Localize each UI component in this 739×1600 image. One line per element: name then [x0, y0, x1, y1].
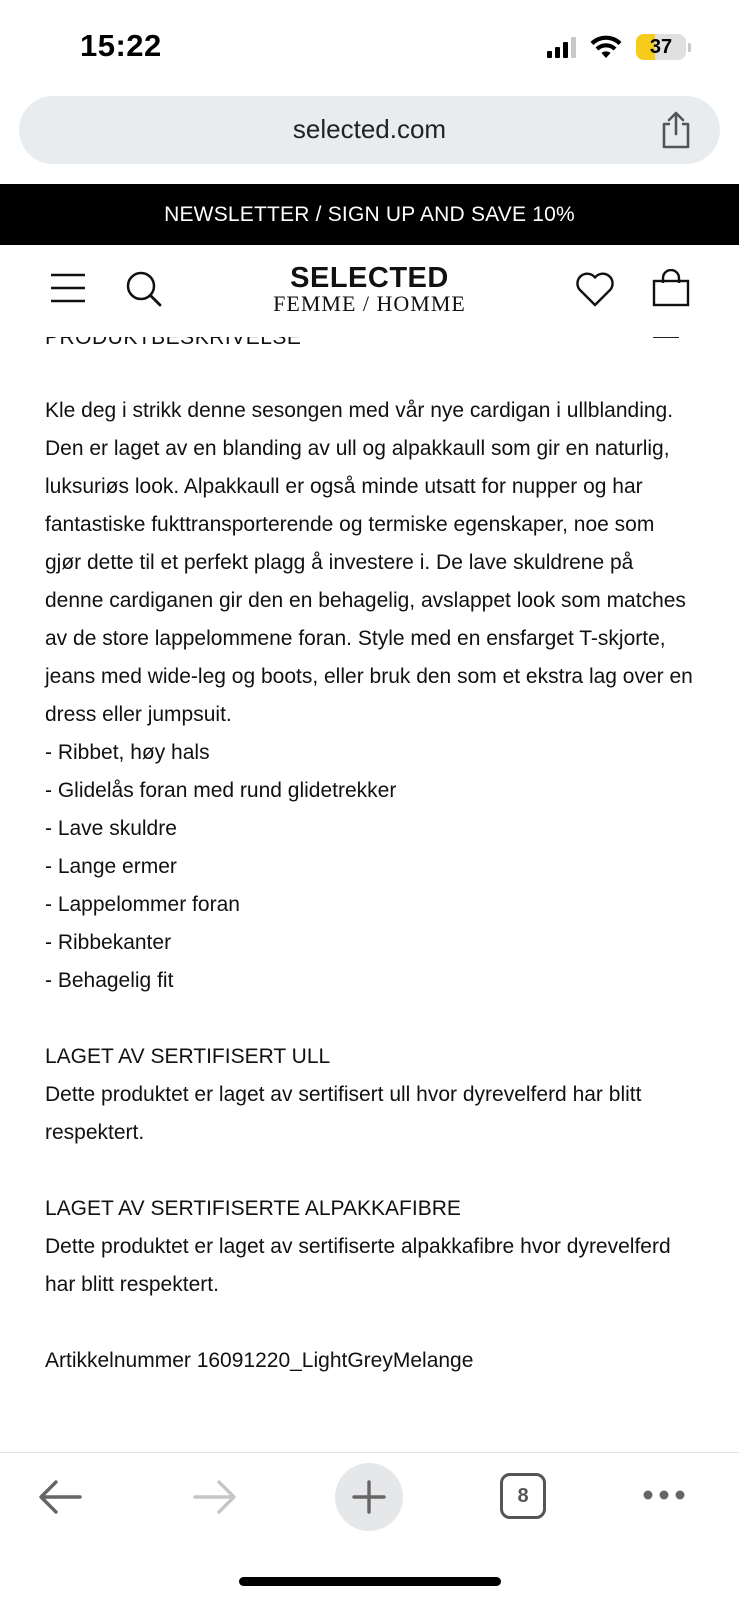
status-icons [547, 34, 691, 60]
newsletter-banner[interactable]: NEWSLETTER / SIGN UP AND SAVE 10% [0, 184, 739, 245]
logo-sub: FEMME / HOMME [273, 291, 466, 316]
new-tab-button[interactable] [335, 1463, 403, 1531]
feature-item: - Glidelås foran med rund glidetrekker [45, 779, 397, 802]
wool-heading: LAGET AV SERTIFISERT ULL [45, 1045, 331, 1068]
feature-item: - Ribbet, høy hals [45, 741, 210, 764]
logo-main: SELECTED [290, 262, 449, 294]
plus-icon [352, 1480, 386, 1514]
site-header [0, 245, 739, 337]
feature-item: - Lave skuldre [45, 817, 177, 840]
back-arrow-icon[interactable] [38, 1479, 82, 1515]
alpaca-heading: LAGET AV SERTIFISERTE ALPAKKAFIBRE [45, 1197, 461, 1220]
feature-item: - Lange ermer [45, 855, 177, 878]
feature-item: - Behagelig fit [45, 969, 174, 992]
wool-text: Dette produktet er laget av sertifisert ull hvor dyrevelferd har blitt respektert. [45, 1083, 642, 1144]
forward-arrow-icon[interactable] [193, 1479, 237, 1515]
brand-logo[interactable] [0, 263, 739, 315]
wifi-icon [590, 35, 622, 59]
url-text[interactable]: selected.com [292, 114, 447, 144]
product-description [45, 392, 695, 1380]
bag-icon[interactable] [652, 269, 690, 307]
share-icon[interactable] [658, 110, 694, 150]
alpaca-text: Dette produktet er laget av sertifiserte alpakkafibre hvor dyrevelferd har blitt respektert. [45, 1235, 671, 1296]
battery-level: 37 [649, 35, 673, 58]
more-icon[interactable] [642, 1489, 686, 1501]
feature-item: - Lappelommer foran [45, 893, 240, 916]
status-time: 15:22 [80, 28, 162, 63]
battery-icon [636, 34, 686, 60]
status-bar [0, 0, 739, 95]
feature-item: - Ribbekanter [45, 931, 172, 954]
article-number: Artikkelnummer 16091220_LightGreyMelange [45, 1349, 474, 1372]
description-intro: Kle deg i strikk denne sesongen med vår nye cardigan i ullblanding. Den er laget av en blanding av ull og alpakkaull som gir en naturlig, luksuriøs look. Alpakkaull er også minde utsatt for nupper og har fantastiske fukttransporterende og termiske egenskaper, noe som gjør dette til et perfekt plagg å investere i. De lave skuldrene på denne cardiganen gir den en behagelig, avslappet look som matches av de store lappelommene foran. Style med en ensfarget T-skjorte, jeans med wide-leg og boots, eller bruk den som et ekstra lag over en dress eller jumpsuit. [45, 399, 693, 726]
tabs-button[interactable]: 8 [500, 1473, 546, 1519]
signal-icon [547, 36, 576, 58]
address-bar[interactable] [19, 96, 720, 164]
heart-icon[interactable] [575, 271, 615, 307]
home-indicator[interactable] [239, 1577, 501, 1586]
